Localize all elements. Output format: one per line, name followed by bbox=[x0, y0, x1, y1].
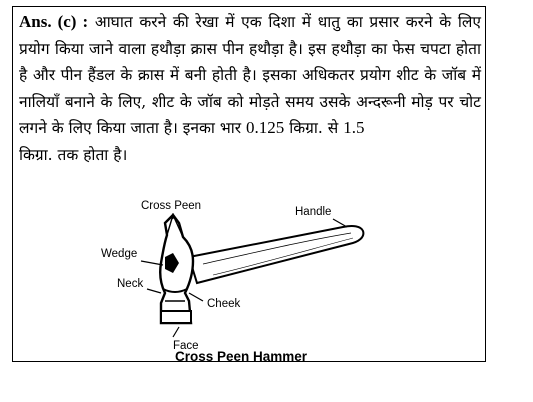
label-neck: Neck bbox=[117, 278, 144, 290]
cross-peen-hammer-diagram bbox=[13, 193, 485, 363]
label-handle: Handle bbox=[295, 206, 332, 218]
label-cheek: Cheek bbox=[207, 298, 241, 310]
leader-neck bbox=[147, 289, 161, 293]
answer-label: Ans. (c) : bbox=[19, 12, 89, 31]
label-face: Face bbox=[173, 340, 199, 352]
leader-cheek bbox=[189, 293, 203, 301]
answer-text-part2: किग्रा. से bbox=[289, 119, 339, 137]
answer-text-part3: किग्रा. तक होता है। bbox=[19, 145, 128, 164]
figure-caption: Cross Peen Hammer bbox=[175, 349, 308, 363]
leader-handle bbox=[333, 219, 347, 227]
hammer-figure bbox=[13, 193, 485, 363]
answer-paragraph bbox=[19, 9, 481, 168]
leader-face bbox=[173, 327, 179, 337]
hammer-face bbox=[161, 311, 191, 323]
weight-max: 1.5 bbox=[343, 118, 365, 137]
answer-card bbox=[12, 6, 486, 362]
answer-text-part1: आघात करने की रेखा में एक दिशा में धातु का प्रसार करने के लिए प्रयोग किया जाने वाला हथौड़ा क्रास पीन हथौड़ा है। इस हथौड़ा का फेस चपटा होता है और पीन हैंडल के क्रास में बनी होती है। इसका अधिकतर प्रयोग शीट के जॉब में नालियाँ बनाने के लिए, शीट के जॉब को मोड़ते समय उसके अन्दरूनी मोड़ पर चोट लगने के लिए किया जाता है। इनका भार bbox=[19, 13, 481, 137]
label-wedge: Wedge bbox=[101, 248, 138, 260]
leader-wedge bbox=[141, 261, 163, 265]
weight-min: 0.125 bbox=[246, 118, 285, 137]
label-cross-peen: Cross Peen bbox=[141, 200, 202, 212]
